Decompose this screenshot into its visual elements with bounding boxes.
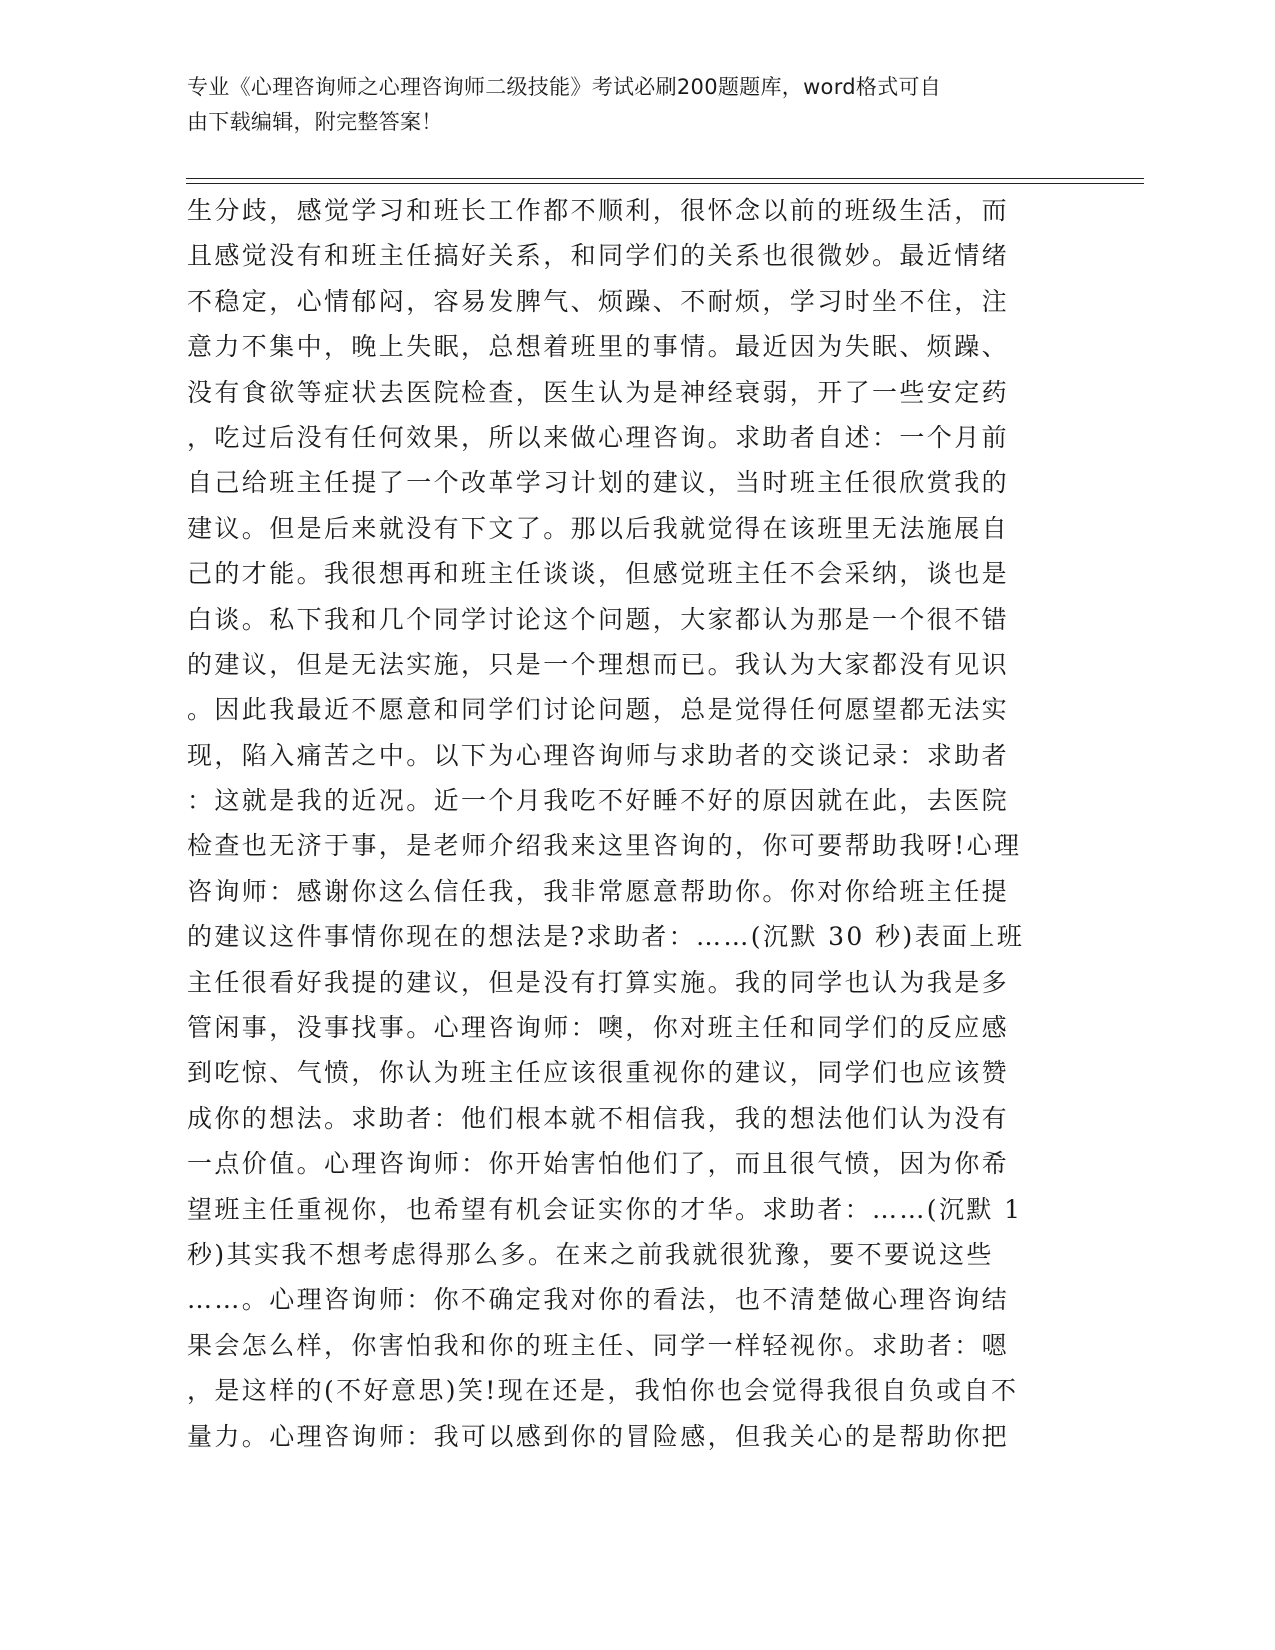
- body-line: 且感觉没有和班主任搞好关系，和同学们的关系也很微妙。最近情绪: [187, 241, 1010, 271]
- body-line: 白谈。私下我和几个同学讨论这个问题，大家都认为那是一个很不错: [187, 604, 1010, 634]
- body-line: ，吃过后没有任何效果，所以来做心理咨询。求助者自述：一个月前: [187, 422, 1010, 452]
- body-line: 自己给班主任提了一个改革学习计划的建议，当时班主任很欣赏我的: [187, 468, 1010, 498]
- body-line: 现，陷入痛苦之中。以下为心理咨询师与求助者的交谈记录：求助者: [187, 740, 1010, 770]
- body-line: ，是这样的(不好意思)笑!现在还是，我怕你也会觉得我很自负或自不: [187, 1376, 1019, 1406]
- body-line: 果会怎么样，你害怕我和你的班主任、同学一样轻视你。求助者：嗯: [187, 1330, 1010, 1360]
- header-line-1: 专业《心理咨询师之心理咨询师二级技能》考试必刷200题题库，word格式可自: [187, 75, 942, 99]
- header-line-2: 由下载编辑，附完整答案！: [187, 110, 443, 134]
- body-line: 意力不集中，晚上失眠，总想着班里的事情。最近因为失眠、烦躁、: [187, 332, 1010, 362]
- body-line: 望班主任重视你，也希望有机会证实你的才华。求助者：……(沉默 1: [187, 1194, 1023, 1224]
- body-line: 检查也无济于事，是老师介绍我来这里咨询的，你可要帮助我呀!心理: [187, 831, 1022, 861]
- header-divider-bottom: [186, 183, 1144, 184]
- header-divider-top: [186, 178, 1144, 179]
- body-line: 没有食欲等症状去医院检查，医生认为是神经衰弱，开了一些安定药: [187, 377, 1010, 407]
- body-line: 己的才能。我很想再和班主任谈谈，但感觉班主任不会采纳，谈也是: [187, 559, 1010, 589]
- body-line: 咨询师：感谢你这么信任我，我非常愿意帮助你。你对你给班主任提: [187, 876, 1010, 906]
- body-line: 成你的想法。求助者：他们根本就不相信我，我的想法他们认为没有: [187, 1103, 1010, 1133]
- body-line: 管闲事，没事找事。心理咨询师：噢，你对班主任和同学们的反应感: [187, 1013, 1010, 1043]
- body-line: 建议。但是后来就没有下文了。那以后我就觉得在该班里无法施展自: [187, 513, 1010, 543]
- body-line: ……。心理咨询师：你不确定我对你的看法，也不清楚做心理咨询结: [187, 1285, 1010, 1315]
- body-line: 。因此我最近不愿意和同学们讨论问题，总是觉得任何愿望都无法实: [187, 695, 1010, 725]
- body-line: 一点价值。心理咨询师：你开始害怕他们了，而且很气愤，因为你希: [187, 1149, 1010, 1179]
- body-line: ：这就是我的近况。近一个月我吃不好睡不好的原因就在此，去医院: [187, 786, 1010, 816]
- body-line: 的建议这件事情你现在的想法是?求助者：……(沉默 30 秒)表面上班: [187, 922, 1025, 952]
- body-line: 的建议，但是无法实施，只是一个理想而已。我认为大家都没有见识: [187, 649, 1010, 679]
- body-line: 主任很看好我提的建议，但是没有打算实施。我的同学也认为我是多: [187, 967, 1010, 997]
- body-line: 生分歧，感觉学习和班长工作都不顺利，很怀念以前的班级生活，而: [187, 196, 1010, 225]
- body-text: [187, 188, 1077, 1459]
- body-line: 到吃惊、气愤，你认为班主任应该很重视你的建议，同学们也应该赞: [187, 1058, 1010, 1088]
- body-line: 量力。心理咨询师：我可以感到你的冒险感，但我关心的是帮助你把: [187, 1421, 1010, 1451]
- body-line: 不稳定，心情郁闷，容易发脾气、烦躁、不耐烦，学习时坐不住，注: [187, 286, 1010, 316]
- page-header: [187, 70, 1067, 140]
- body-line: 秒)其实我不想考虑得那么多。在来之前我就很犹豫，要不要说这些: [187, 1239, 994, 1269]
